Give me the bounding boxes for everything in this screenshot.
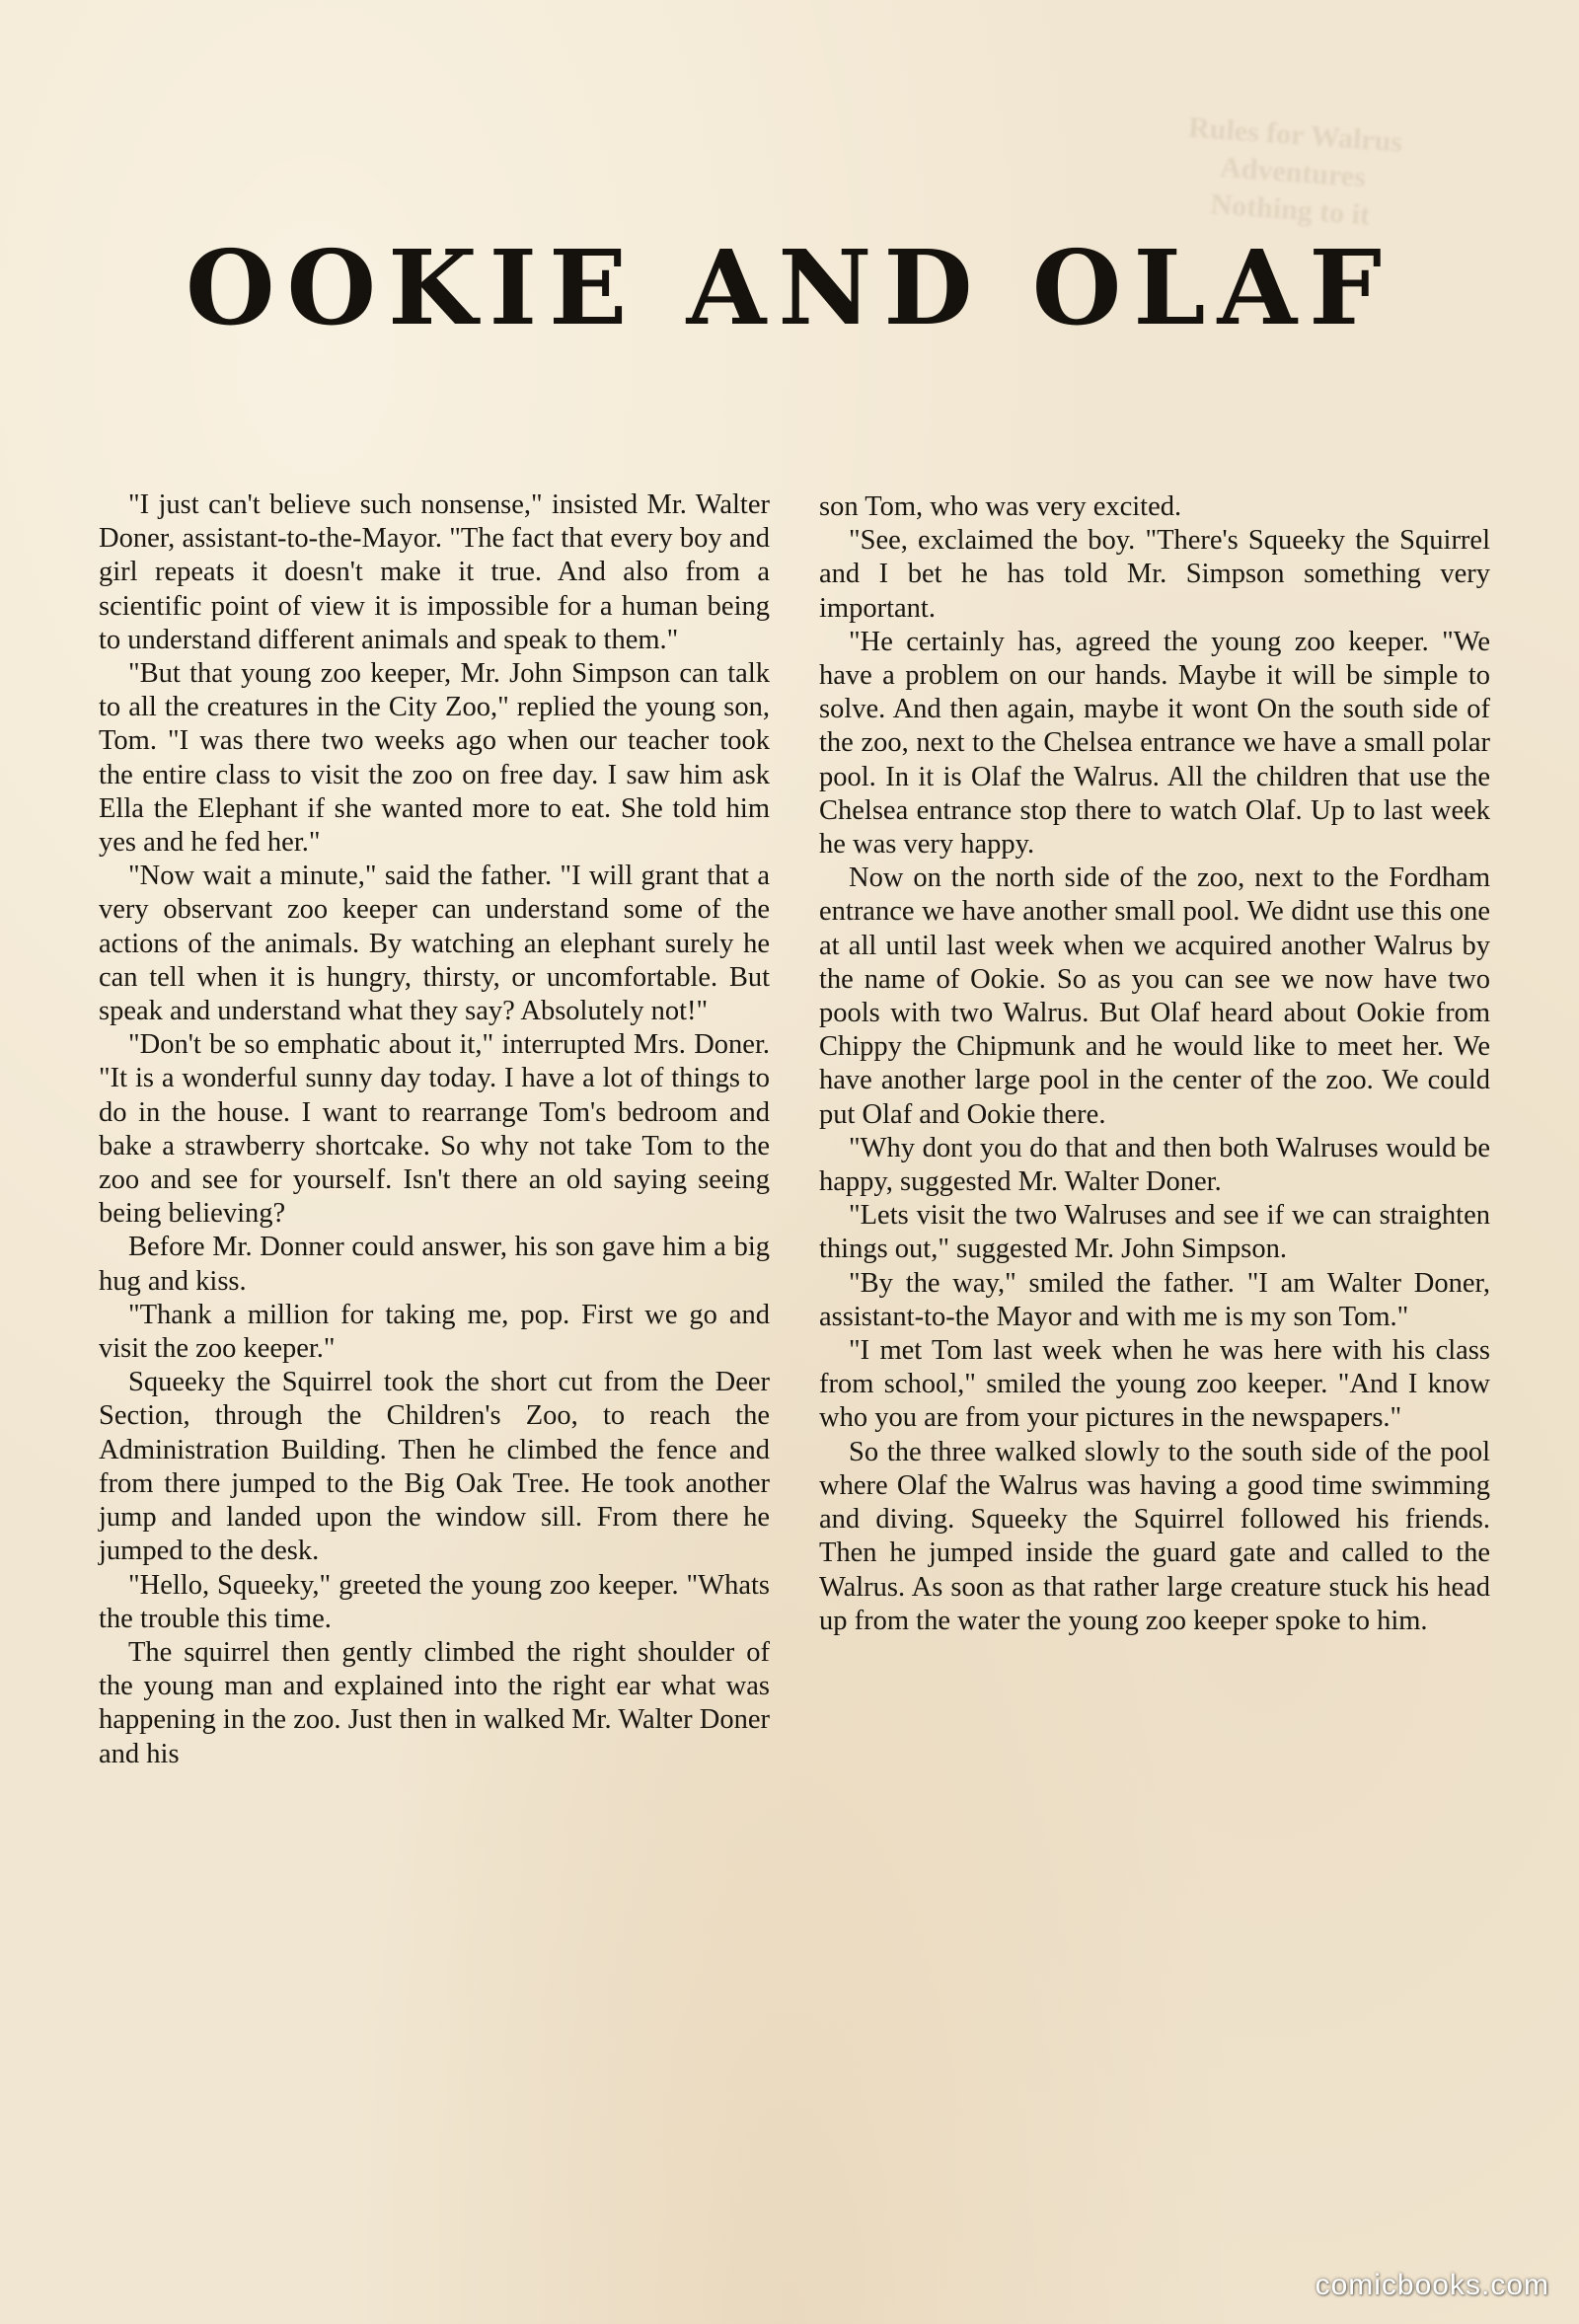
watermark: comicbooks.com [1315,2269,1549,2301]
paragraph: "See, exclaimed the boy. "There's Squeeky the Squirrel and I bet he has told Mr. Simpson something very important. [819,525,1490,624]
paragraph: Before Mr. Donner could answer, his son gave him a big hug and kiss. [99,1232,770,1297]
paragraph: So the three walked slowly to the south side of the pool where Olaf the Walrus was having a good time swimming and diving. Squeeky the Squirrel followed his friends. Then he jumped inside the guard gate and called to the Walrus. As soon as that rather large creature stuck his head up from the water the young zoo keeper spoke to him. [819,1436,1490,1636]
paragraph: Squeeky the Squirrel took the short cut from the Deer Section, through the Children's Zoo, to reach the Administration Building. Then he climbed the fence and from there jumped to the Big Oak Tree. He took another jump and landed upon the window sill. From there he jumped to the desk. [99,1367,770,1567]
paragraph: "Lets visit the two Walruses and see if we can straighten things out," suggested Mr. John Simpson. [819,1200,1490,1265]
paragraph: "Why dont you do that and then both Walruses would be happy, suggested Mr. Walter Doner. [819,1132,1490,1198]
bleed-through-line: Nothing to it [1209,187,1372,232]
paragraph: son Tom, who was very excited. [819,491,1182,522]
paragraph: "By the way," smiled the father. "I am Walter Doner, assistant-to-the Mayor and with me is my son Tom." [819,1267,1490,1332]
paragraph: "I met Tom last week when he was here with his class from school," smiled the young zoo keeper. "And I know who you are from your pictures in the newspapers." [819,1335,1490,1434]
bleed-through-line: Rules for Walrus Adventures [1187,111,1404,194]
paragraph: "Now wait a minute," said the father. "I will grant that a very observant zoo keeper can understand some of the actions of the animals. By watching an elephant surely he can tell when it is hungry, thirsty, or uncomfortable. But speak and understand what they say? Absolutely not!" [99,861,770,1027]
paragraph: "I just can't believe such nonsense," insisted Mr. Walter Doner, assistant-to-the-Mayor. "The fact that every boy and girl repeats it doesn't make it true. And also from a scientific point of view it is impossible for a human being to understand different animals and speak to them." [99,489,770,655]
left-text-column [99,488,770,1771]
paragraph: "He certainly has, agreed the young zoo keeper. "We have a problem on our hands. Maybe it will be simple to solve. And then again, maybe it wont On the south side of the zoo, next to the Chelsea entrance we have a small polar pool. In it is Olaf the Walrus. All the children that use the Chelsea entrance stop there to watch Olaf. Up to last week he was very happy. [819,626,1490,861]
paragraph: "Don't be so emphatic about it," interrupted Mrs. Doner. "It is a wonderful sunny day today. I have a lot of things to do in the house. I want to rearrange Tom's bedroom and bake a strawberry shortcake. So why not take Tom to the zoo and see for yourself. Isn't there an old saying seeing being believing? [99,1029,770,1230]
paragraph: Now on the north side of the zoo, next to the Fordham entrance we have another small pool. We didnt use this one at all until last week when we acquired another Walrus by the name of Ookie. So as you can see we now have two pools with two Walrus. But Olaf heard about Ookie from Chippy the Chipmunk and he would like to meet her. We have another large pool in the center of the zoo. We could put Olaf and Ookie there. [819,862,1490,1130]
paragraph: The squirrel then gently climbed the right shoulder of the young man and explained into the right ear what was happening in the zoo. Just then in walked Mr. Walter Doner and his [99,1636,770,1769]
paragraph: "But that young zoo keeper, Mr. John Simpson can talk to all the creatures in the City Zoo," replied the young son, Tom. "I was there two weeks ago when our teacher took the entire class to visit the zoo on free day. I saw him ask Ella the Elephant if she wanted more to eat. She told him yes and he fed her." [99,658,770,859]
paragraph: "Thank a million for taking me, pop. First we go and visit the zoo keeper." [99,1299,770,1365]
story-title: OOKIE AND OLAF [185,227,1394,348]
right-text-column [819,490,1490,1638]
paragraph: "Hello, Squeeky," greeted the young zoo keeper. "Whats the trouble this time. [99,1569,770,1634]
bleed-through-text [1131,106,1454,240]
